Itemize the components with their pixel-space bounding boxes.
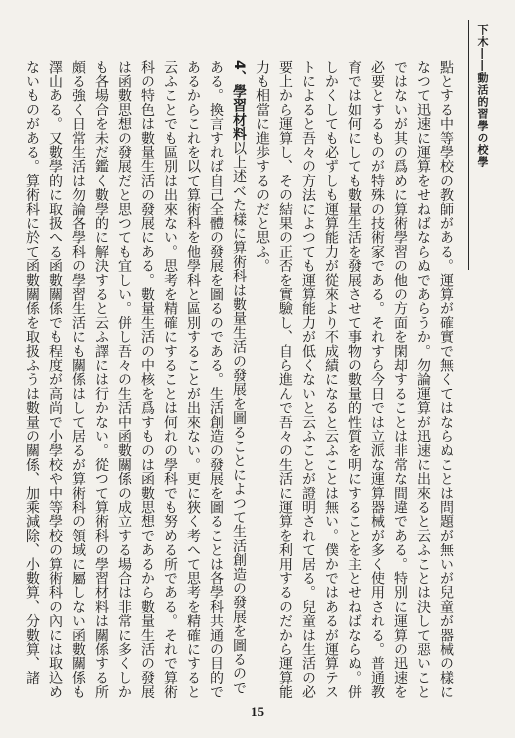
- header-rule: [468, 20, 469, 270]
- body-text: [24, 60, 457, 700]
- section-heading: 4、學習材料: [231, 60, 247, 141]
- paragraph-2: [20, 60, 250, 700]
- running-head: 下木――動活的習學の校學: [476, 24, 489, 168]
- paragraph-1: 點とする中等學校の教師がある。運算が確實で無くてはならぬことは問題が無いが兒童が器械の樣になつて迅速に運算をせねばならぬであらうか。勿論運算が迅速に出來ると云ふことは決して惡いことではないが其の爲めに算術學習の他の方面を閑却することは非常な間違である。特別に運算の迅速を必要とするものが特殊の技術家である。それすら今日では立派な運算器械が多く使用される。普通教育では如何にしても數量生活を發展させて事物の數量的性質を明にすることを主とせねばならぬ。併しかくしても必ずしも運算能力が從來より不成績になると云ふことは無い。僕かではあるが運算テストによると吾々の方法によつても運算能力が低くないと云ふことが證明されて居る。兒童は生活の必要上から運算し、その結果の正否を實驗し、自ら進んで吾々の生活に運算を利用するのだから運算能力も相當に進歩するのだと思ふ。: [254, 60, 454, 699]
- paragraph-2-text: 以上述べた樣に算術科は數量生活の發展を圖ることによつて生活創造の發展を圖るのである。換言すれば自己全體の發展を圖るのである。生活創造の發展を圖ることは各學科共通の目的であるからこれを以て算術科を他學科と區別することが出來ない。更に狹く考へて思考を精確にすると云ふことでも區別は出來ない。思考を精確にすることは何れの學科でも努める所である。それで算術科の特色は數量生活の發展にある。數量生活の中核を爲すものは函數思想であるから數量生活の發展は函數思想の發展だと思つても宜しい。併し吾々の生活中函數關係の成立する場合は非常に多くしかも各場合を未だ鑑く數學的に解決すると云ふ譯には行かない。從つて算術科の學習材料は關係する所頗る強く日常生活は勿論各學科の學習生活にも關係はして居るが算術科の領域に屬しない函數關係も澤山ある。又數學的に取扱へる函數關係でも程度が高尚で小學校や中等學校の算術科の內には取込めないものがある。算術科に於て函數關係を取扱ふうは數量の關係、加乘減除、小數算、分數算、諸: [24, 60, 247, 699]
- page-number: 15: [251, 704, 264, 719]
